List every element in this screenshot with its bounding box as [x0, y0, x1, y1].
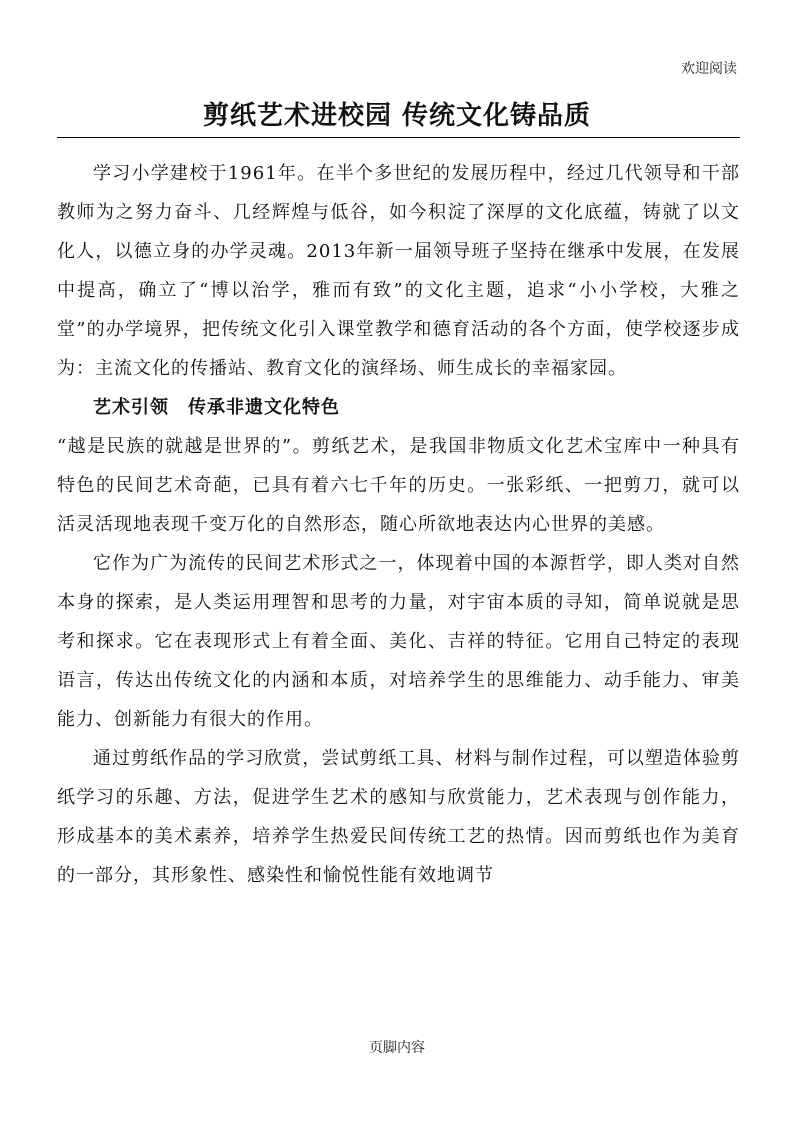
paragraph-education: 通过剪纸作品的学习欣赏，尝试剪纸工具、材料与制作过程，可以塑造体验剪纸学习的乐趣、方法，促进学生艺术的感知与欣赏能力，艺术表现与创作能力，形成基本的美术素养，培养学生热爱民间传统工艺的热情。因而剪纸也作为美育的一部分，其形象性、感染性和愉悦性能有效地调节	[57, 748, 740, 886]
paragraph-intro: 学习小学建校于1961年。在半个多世纪的发展历程中，经过几代领导和干部教师为之努力奋斗、几经辉煌与低谷，如今积淀了深厚的文化底蕴，铸就了以文化人，以德立身的办学灵魂。2013年新一届领导班子坚持在继承中发展，在发展中提高，确立了“博以治学，雅而有致”的文化主题，追求“小小学校，大雅之堂”的办学境界，把传统文化引入课堂教学和德育活动的各个方面，使学校逐步成为：主流文化的传播站、教育文化的演绎场、师生成长的幸福家园。	[57, 163, 740, 379]
document-body	[57, 154, 740, 895]
paragraph-philosophy: 它作为广为流传的民间艺术形式之一，体现着中国的本源哲学，即人类对自然本身的探索，是人类运用理智和思考的力量，对宇宙本质的寻知，简单说就是思考和探求。它在表现形式上有着全面、美化、吉祥的特征。它用自己特定的表现语言，传达出传统文化的内涵和本质，对培养学生的思维能力、动手能力、审美能力、创新能力有很大的作用。	[57, 553, 740, 730]
paragraph-papercut-intro: “越是民族的就越是世界的”。剪纸艺术，是我国非物质文化艺术宝库中一种具有特色的民间艺术奇葩，已具有着六七千年的历史。一张彩纸、一把剪刀，就可以活灵活现地表现千变万化的自然形态，随心所欲地表达内心世界的美感。	[57, 436, 740, 535]
page-title: 剪纸艺术进校园 传统文化铸品质	[202, 101, 592, 131]
header-note: 欢迎阅读	[681, 61, 737, 77]
title-divider	[57, 137, 740, 138]
page-footer: 页脚内容	[369, 1040, 425, 1056]
section-heading: 艺术引领 传承非遗文化特色	[93, 397, 340, 418]
